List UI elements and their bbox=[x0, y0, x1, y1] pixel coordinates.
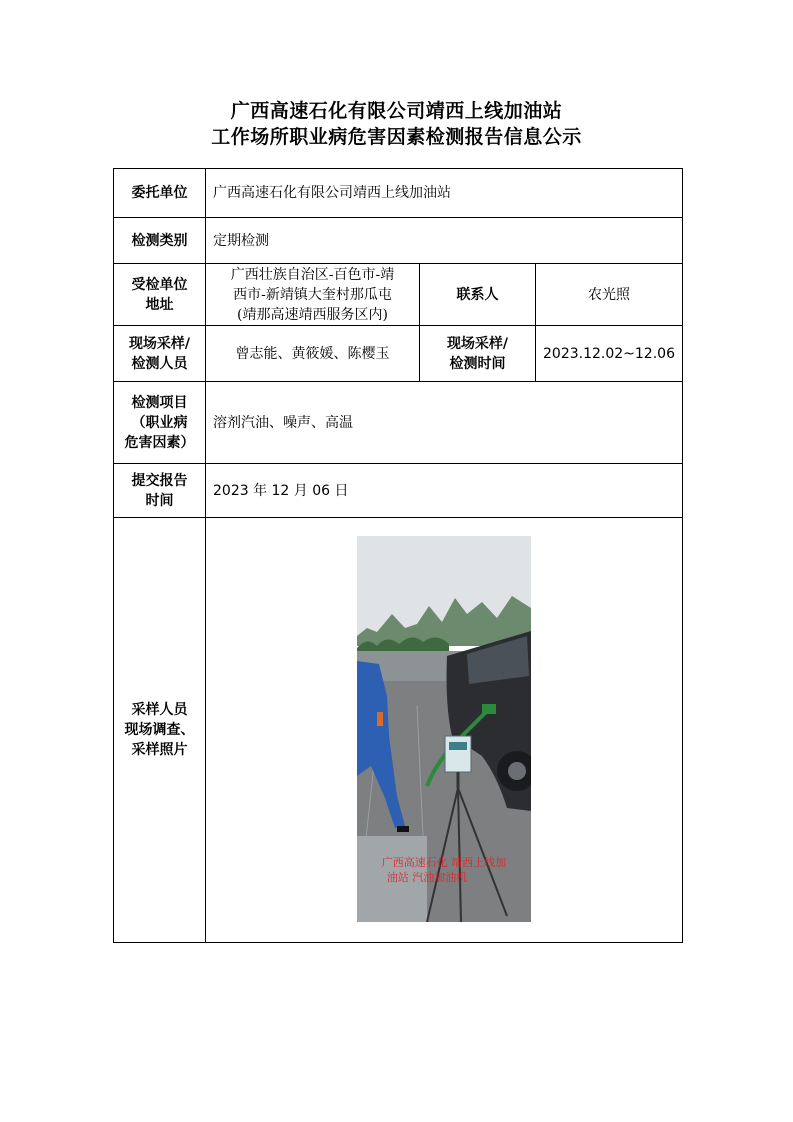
photo-label: 采样人员 现场调查、 采样照片 bbox=[114, 518, 206, 943]
table-row bbox=[114, 382, 683, 464]
table-row bbox=[114, 169, 683, 218]
client-value: 广西高速石化有限公司靖西上线加油站 bbox=[206, 169, 683, 218]
photo-caption-line1: 广西高速石化 靖西上线加 bbox=[381, 856, 507, 869]
time-value: 2023.12.02~12.06 bbox=[536, 326, 683, 382]
document-title-line1: 广西高速石化有限公司靖西上线加油站 bbox=[230, 100, 563, 122]
table-row bbox=[114, 218, 683, 264]
sampling-site-photo bbox=[357, 536, 531, 922]
category-label: 检测类别 bbox=[114, 218, 206, 264]
staff-value: 曾志能、黄筱媛、陈樱玉 bbox=[206, 326, 420, 382]
contact-label: 联系人 bbox=[420, 264, 536, 326]
staff-label: 现场采样/ 检测人员 bbox=[114, 326, 206, 382]
photo-cell bbox=[206, 518, 683, 943]
table-row bbox=[114, 264, 683, 326]
table-row bbox=[114, 464, 683, 518]
time-label: 现场采样/ 检测时间 bbox=[420, 326, 536, 382]
report-date-label: 提交报告 时间 bbox=[114, 464, 206, 518]
items-label: 检测项目 （职业病 危害因素） bbox=[114, 382, 206, 464]
address-value: 广西壮族自治区-百色市-靖 西市-新靖镇大奎村那瓜屯 (靖那高速靖西服务区内) bbox=[206, 264, 420, 326]
client-label: 委托单位 bbox=[114, 169, 206, 218]
report-info-table bbox=[113, 168, 683, 943]
photo-caption-line2: 油站 汽油加油机 bbox=[386, 871, 468, 884]
table-row bbox=[114, 326, 683, 382]
address-label: 受检单位 地址 bbox=[114, 264, 206, 326]
category-value: 定期检测 bbox=[206, 218, 683, 264]
document-title-line2: 工作场所职业病危害因素检测报告信息公示 bbox=[211, 126, 582, 148]
contact-value: 农光照 bbox=[536, 264, 683, 326]
photo-instrument bbox=[445, 736, 471, 772]
table-row bbox=[114, 518, 683, 943]
report-date-value: 2023 年 12 月 06 日 bbox=[206, 464, 683, 518]
items-value: 溶剂汽油、噪声、高温 bbox=[206, 382, 683, 464]
